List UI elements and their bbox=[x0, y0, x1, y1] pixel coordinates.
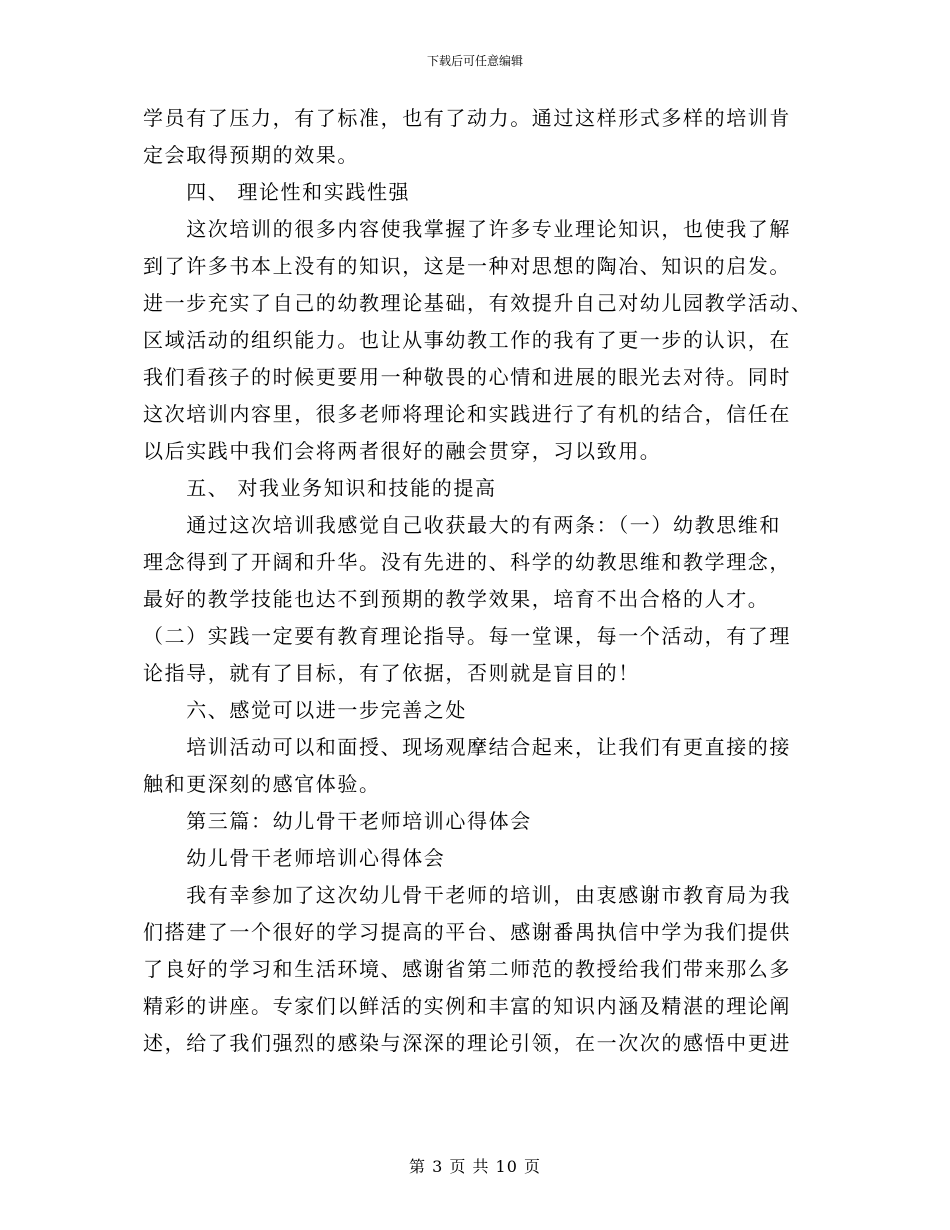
section-heading: 六、感觉可以进一步完善之处 bbox=[143, 698, 467, 722]
text-line: 我们看孩子的时候更要用一种敬畏的心情和进展的眼光去对待。同时 bbox=[143, 365, 791, 389]
text-line: 这次培训的很多内容使我掌握了许多专业理论知识，也使我了解 bbox=[143, 217, 791, 241]
text-line: 理念得到了开阔和升华。没有先进的、科学的幼教思维和教学理念， bbox=[143, 550, 791, 574]
page-number: 第 3 页 共 10 页 bbox=[409, 1157, 541, 1176]
text-line: 我有幸参加了这次幼儿骨干老师的培训，由衷感谢市教育局为我 bbox=[143, 883, 791, 907]
text-line: 论指导，就有了目标，有了依据，否则就是盲目的！ bbox=[143, 661, 640, 685]
section-heading: 五、 对我业务知识和技能的提高 bbox=[143, 476, 497, 500]
text-line: 学员有了压力，有了标准，也有了动力。通过这样形式多样的培训肯 bbox=[143, 106, 791, 130]
text-line: 精彩的讲座。专家们以鲜活的实例和丰富的知识内涵及精湛的理论阐 bbox=[143, 994, 791, 1018]
section-heading: 四、 理论性和实践性强 bbox=[143, 180, 411, 204]
text-line: （二）实践一定要有教育理论指导。每一堂课，每一个活动，有了理 bbox=[143, 624, 791, 648]
text-line: 了良好的学习和生活环境、感谢省第二师范的教授给我们带来那么多 bbox=[143, 957, 791, 981]
text-line: 们搭建了一个很好的学习提高的平台、感谢番禺执信中学为我们提供 bbox=[143, 920, 791, 944]
article-subtitle: 幼儿骨干老师培训心得体会 bbox=[143, 846, 446, 870]
text-line: 通过这次培训我感觉自己收获最大的有两条：（一）幼教思维和 bbox=[143, 513, 781, 537]
document-body bbox=[143, 100, 813, 1062]
page-header: 下载后可任意编辑 bbox=[426, 54, 523, 68]
text-line: 定会取得预期的效果。 bbox=[143, 143, 359, 167]
text-line: 述，给了我们强烈的感染与深深的理论引领，在一次次的感悟中更进 bbox=[143, 1031, 791, 1055]
text-line: 进一步充实了自己的幼教理论基础，有效提升自己对幼儿园教学活动、 bbox=[143, 291, 813, 315]
text-line: 区域活动的组织能力。也让从事幼教工作的我有了更一步的认识，在 bbox=[143, 328, 791, 352]
text-line: 这次培训内容里，很多老师将理论和实践进行了有机的结合，信任在 bbox=[143, 402, 791, 426]
text-line: 最好的教学技能也达不到预期的教学效果，培育不出合格的人才。 bbox=[143, 587, 770, 611]
article-title: 第三篇：幼儿骨干老师培训心得体会 bbox=[143, 809, 532, 833]
text-line: 到了许多书本上没有的知识，这是一种对思想的陶冶、知识的启发。 bbox=[143, 254, 791, 278]
text-line: 培训活动可以和面授、现场观摩结合起来，让我们有更直接的接 bbox=[143, 735, 791, 759]
text-line: 触和更深刻的感官体验。 bbox=[143, 772, 381, 796]
text-line: 以后实践中我们会将两者很好的融会贯穿，习以致用。 bbox=[143, 439, 662, 463]
